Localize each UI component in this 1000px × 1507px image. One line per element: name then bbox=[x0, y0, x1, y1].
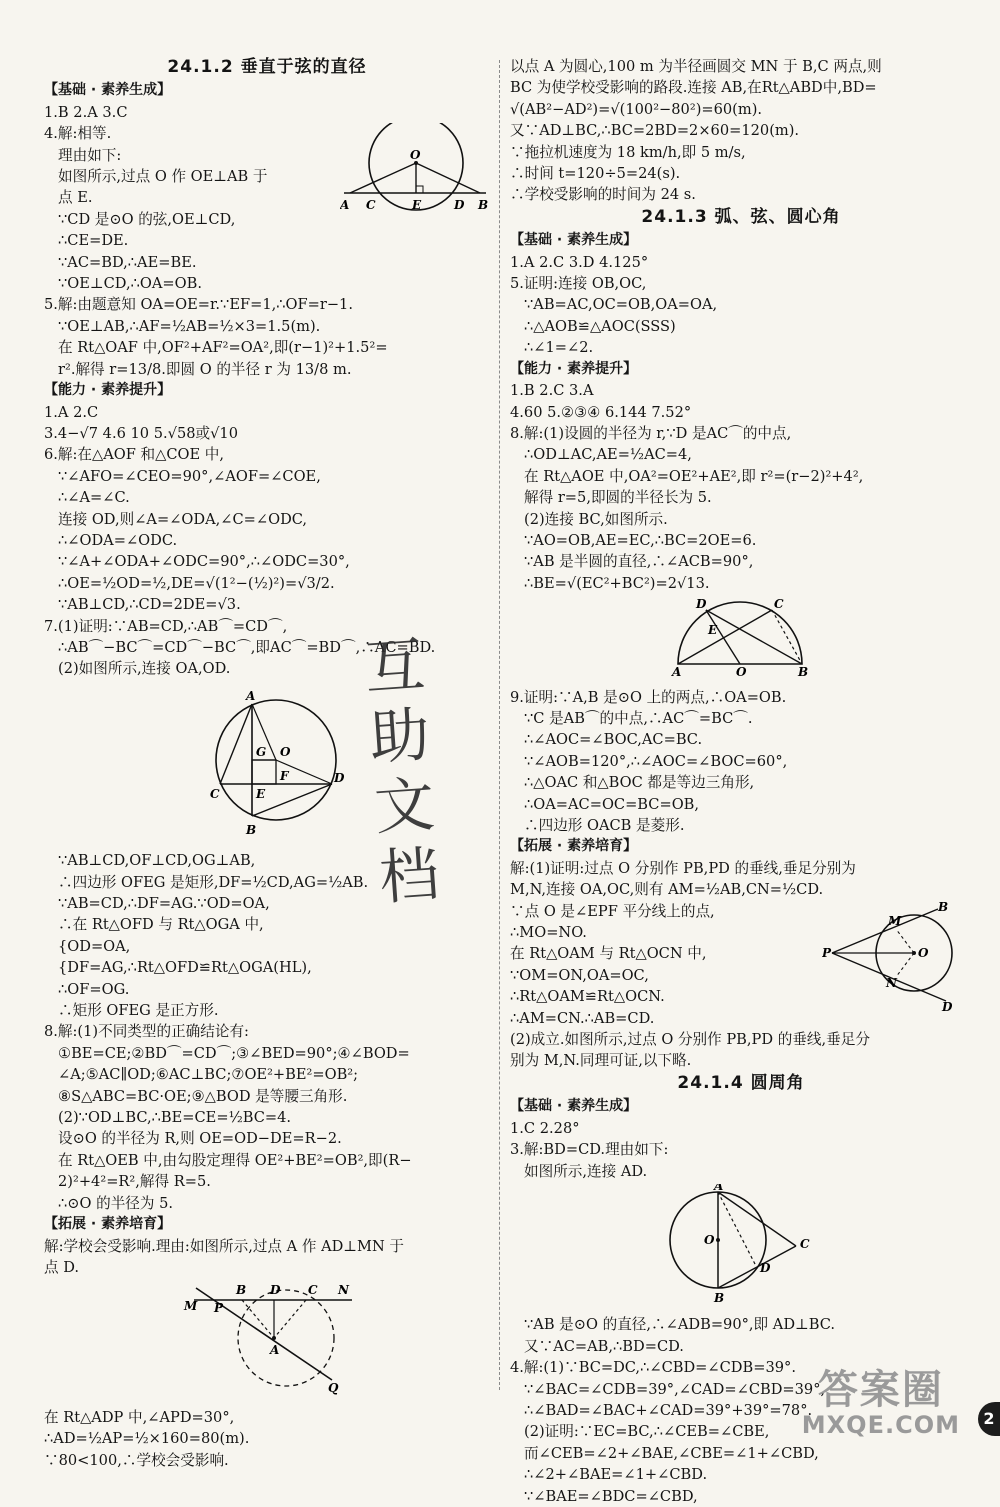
answer-line bbox=[510, 294, 972, 315]
answer-line bbox=[510, 466, 972, 487]
line-text: ∴BE=√(EC²+BC²)=2√13. bbox=[524, 574, 710, 592]
answer-line bbox=[44, 230, 490, 251]
answer-line bbox=[510, 729, 972, 750]
right-column bbox=[510, 56, 972, 1507]
answer-line bbox=[510, 184, 972, 205]
svg-text:P: P bbox=[822, 945, 832, 960]
answer-line bbox=[510, 530, 972, 551]
line-text: ∴四边形 OACB 是菱形. bbox=[524, 817, 685, 834]
geometry-figure bbox=[510, 1184, 972, 1312]
line-text: 如图所示,过点 O 作 OE⊥AB 于 bbox=[58, 168, 268, 186]
answer-line bbox=[510, 1336, 972, 1357]
answer-line bbox=[44, 1450, 490, 1471]
line-text: 又∵AD⊥BC,∴BC=2BD=2×60=120(m). bbox=[510, 122, 800, 140]
subsection-header bbox=[510, 359, 972, 380]
svg-text:E: E bbox=[708, 623, 718, 638]
line-text: ∴MO=NO. bbox=[510, 924, 587, 942]
line-text: 别为 M,N.同理可证,以下略. bbox=[510, 1052, 692, 1070]
svg-text:B: B bbox=[938, 900, 949, 914]
line-text: 6.解:在△AOF 和△COE 中, bbox=[44, 446, 224, 464]
line-text: 在 Rt△AOE 中,OA²=OE²+AE²,即 r²=(r−2)²+4², bbox=[524, 467, 864, 485]
line-text: 24.1.2 垂直于弦的直径 bbox=[167, 57, 367, 77]
answer-line bbox=[510, 380, 972, 401]
line-text: ∵OM=ON,OA=OC, bbox=[510, 966, 649, 984]
svg-text:B: B bbox=[478, 198, 489, 213]
svg-text:A: A bbox=[672, 665, 682, 679]
line-text: ∵∠A+∠ODA+∠ODC=90°,∴∠ODC=30°, bbox=[58, 553, 350, 571]
line-text: ∵80<100,∴学校会受影响. bbox=[44, 1451, 229, 1469]
line-text: ∵∠AFO=∠CEO=90°,∠AOF=∠COE, bbox=[58, 467, 321, 485]
line-text: M,N,连接 OA,OC,则有 AM=½AB,CN=½CD. bbox=[510, 881, 824, 899]
answer-line bbox=[44, 1000, 490, 1021]
line-text: ∴Rt△OAM≌Rt△OCN. bbox=[510, 988, 665, 1006]
answer-line bbox=[510, 273, 972, 294]
svg-text:F: F bbox=[280, 768, 289, 783]
line-text: 连接 OD,则∠A=∠ODA,∠C=∠ODC, bbox=[58, 510, 308, 528]
answer-line bbox=[510, 1050, 972, 1071]
svg-text:D: D bbox=[334, 770, 345, 785]
line-text: 如图所示,连接 AD. bbox=[524, 1162, 648, 1180]
answer-line bbox=[510, 1029, 972, 1050]
line-text: 【能力 · 素养提升】 bbox=[44, 382, 172, 399]
line-text: ∴AM=CN.∴AB=CD. bbox=[510, 1009, 655, 1027]
answer-line bbox=[510, 687, 972, 708]
answer-line bbox=[44, 530, 490, 551]
line-text: 3.4−√7 4.6 10 5.√58或√10 bbox=[44, 424, 238, 442]
svg-text:E: E bbox=[256, 786, 266, 801]
svg-text:D: D bbox=[454, 198, 465, 213]
answer-line bbox=[44, 466, 490, 487]
answer-line bbox=[44, 1128, 490, 1149]
line-text: 2)²+4²=R²,解得 R=5. bbox=[58, 1173, 211, 1191]
line-text: 又∵AC=AB,∴BD=CD. bbox=[524, 1337, 684, 1355]
answer-line bbox=[44, 1064, 490, 1085]
line-text: 解:(1)证明:过点 O 分别作 PB,PD 的垂线,垂足分别为 bbox=[510, 859, 856, 877]
svg-text:B: B bbox=[246, 822, 257, 837]
line-text: 解得 r=5,即圆的半径长为 5. bbox=[524, 489, 712, 507]
line-text: 1.A 2.C bbox=[44, 403, 99, 421]
answer-line bbox=[44, 1043, 490, 1064]
line-text: ∵AB⊥CD,OF⊥CD,OG⊥AB, bbox=[58, 852, 256, 870]
line-text: ∴∠AOC=∠BOC,AC=BC. bbox=[524, 731, 703, 749]
answer-line bbox=[44, 337, 490, 358]
line-text: ∵∠BAE=∠BDC=∠CBD, bbox=[524, 1487, 698, 1505]
answer-line bbox=[44, 936, 490, 957]
svg-text:C: C bbox=[210, 786, 220, 801]
line-text: ∴OD⊥AC,AE=½AC=4, bbox=[524, 446, 692, 464]
answer-line bbox=[510, 794, 972, 815]
section-title bbox=[510, 1073, 972, 1094]
answer-line bbox=[510, 120, 972, 141]
answer-line bbox=[510, 487, 972, 508]
line-text: √(AB²−AD²)=√(100²−80²)=60(m). bbox=[510, 100, 763, 118]
svg-text:P: P bbox=[214, 1301, 224, 1316]
line-text: ∵∠AOB=120°,∴∠AOC=∠BOC=60°, bbox=[524, 752, 788, 770]
answer-line bbox=[510, 879, 972, 900]
line-text: 4.60 5.②③④ 6.144 7.52° bbox=[510, 403, 692, 421]
line-text: 【拓展 · 素养培育】 bbox=[44, 1216, 172, 1233]
svg-text:O: O bbox=[736, 665, 747, 679]
svg-text:C: C bbox=[774, 597, 784, 612]
line-text: ∴在 Rt△OFD 与 Rt△OGA 中, bbox=[58, 916, 264, 934]
answer-line bbox=[44, 316, 490, 337]
answer-line bbox=[44, 359, 490, 380]
line-text: 1.B 2.C 3.A bbox=[510, 382, 594, 400]
line-text: ∵点 O 是∠EPF 平分线上的点, bbox=[510, 902, 715, 920]
line-text: 在 Rt△OEB 中,由勾股定理得 OE²+BE²=OB²,即(R− bbox=[58, 1151, 412, 1169]
line-text: ∴AB⌒−BC⌒=CD⌒−BC⌒,即AC⌒=BD⌒,∴AC=BD. bbox=[58, 638, 436, 656]
svg-text:D: D bbox=[270, 1283, 281, 1298]
answer-line bbox=[44, 402, 490, 423]
column-divider bbox=[499, 60, 500, 1390]
line-text: 在 Rt△OAF 中,OF²+AF²=OA²,即(r−1)²+1.5²= bbox=[58, 339, 388, 357]
geometry-figure bbox=[510, 596, 972, 684]
answer-line bbox=[510, 772, 972, 793]
line-text: ①BE=CE;②BD⌒=CD⌒;③∠BED=90°;④∠BOD= bbox=[58, 1044, 410, 1062]
answer-line bbox=[44, 1428, 490, 1449]
answer-line bbox=[510, 99, 972, 120]
line-text: ∴OA=AC=OC=BC=OB, bbox=[524, 795, 700, 813]
section-title bbox=[510, 207, 972, 228]
line-text: 在 Rt△ADP 中,∠APD=30°, bbox=[44, 1408, 235, 1426]
line-text: 【基础 · 素养生成】 bbox=[44, 82, 172, 99]
line-text: 设⊙O 的半径为 R,则 OE=OD−DE=R−2. bbox=[58, 1130, 342, 1148]
line-text: ∴∠A=∠C. bbox=[58, 489, 130, 507]
line-text: 3.解:BD=CD.理由如下: bbox=[510, 1141, 669, 1159]
line-text: ∵AC=BD,∴AE=BE. bbox=[58, 253, 197, 271]
line-text: ∴⊙O 的半径为 5. bbox=[58, 1194, 174, 1212]
line-text: ∴AD=½AP=½×160=80(m). bbox=[44, 1430, 250, 1448]
answer-line bbox=[510, 573, 972, 594]
line-text: 理由如下: bbox=[58, 146, 122, 164]
line-text: ∴OF=OG. bbox=[58, 980, 130, 998]
line-text: ∴CE=DE. bbox=[58, 232, 129, 250]
line-text: 【能力 · 素养提升】 bbox=[510, 360, 638, 377]
svg-text:A: A bbox=[340, 198, 350, 213]
line-text: ∵CD 是⊙O 的弦,OE⊥CD, bbox=[58, 210, 236, 228]
answer-line bbox=[44, 444, 490, 465]
line-text: 9.证明:∵A,B 是⊙O 上的两点,∴OA=OB. bbox=[510, 688, 787, 706]
answer-line bbox=[510, 142, 972, 163]
handwritten-char: 助 bbox=[367, 699, 432, 774]
svg-text:C: C bbox=[800, 1236, 810, 1251]
svg-text:E: E bbox=[412, 198, 422, 213]
handwritten-char: 互 bbox=[362, 629, 428, 705]
line-text: ∵AB=CD,∴DF=AG.∵OD=OA, bbox=[58, 895, 270, 912]
svg-text:D: D bbox=[760, 1260, 771, 1275]
line-text: 在 Rt△OAM 与 Rt△OCN 中, bbox=[510, 945, 707, 963]
line-text: (2)∵OD⊥BC,∴BE=CE=½BC=4. bbox=[58, 1109, 292, 1127]
answer-line bbox=[44, 1193, 490, 1214]
line-text: BC 为使学校受影响的路段.连接 AB,在Rt△ABD中,BD= bbox=[510, 79, 877, 97]
line-text: 8.解:(1)不同类型的正确结论有: bbox=[44, 1023, 249, 1041]
answer-line bbox=[510, 337, 972, 358]
line-text: ∠A;⑤AC∥OD;⑥AC⊥BC;⑦OE²+BE²=OB²; bbox=[58, 1066, 359, 1084]
answer-line bbox=[44, 979, 490, 1000]
line-text: ∵∠BAC=∠CDB=39°,∠CAD=∠CBD=39°, bbox=[524, 1380, 826, 1398]
line-text: ∵AB=AC,OC=OB,OA=OA, bbox=[524, 296, 718, 314]
watermark-logo bbox=[802, 1368, 960, 1438]
line-text: 5.解:由题意知 OA=OE=r.∵EF=1,∴OF=r−1. bbox=[44, 296, 353, 314]
subsection-header bbox=[44, 1214, 490, 1235]
line-text: 1.C 2.28° bbox=[510, 1119, 580, 1137]
answer-line bbox=[44, 252, 490, 273]
answer-line bbox=[44, 1107, 490, 1128]
answer-line bbox=[44, 423, 490, 444]
svg-text:O: O bbox=[918, 945, 929, 960]
line-text: 【基础 · 素养生成】 bbox=[510, 232, 638, 249]
line-text: ∴△AOB≌△AOC(SSS) bbox=[524, 317, 676, 335]
line-text: 1.B 2.A 3.C bbox=[44, 103, 128, 121]
answer-line bbox=[44, 1257, 490, 1278]
line-text: ∵AB 是半圆的直径,∴∠ACB=90°, bbox=[524, 553, 754, 571]
svg-text:Q: Q bbox=[328, 1381, 339, 1396]
answer-line bbox=[44, 1236, 490, 1257]
handwritten-char: 档 bbox=[377, 839, 442, 914]
svg-text:B: B bbox=[236, 1283, 247, 1298]
line-text: 点 E. bbox=[58, 189, 93, 207]
line-text: 24.1.4 圆周角 bbox=[677, 1072, 805, 1093]
watermark-text: 答案圈 bbox=[817, 1367, 944, 1413]
answer-line bbox=[44, 1150, 490, 1171]
line-text: ∴学校受影响的时间为 24 s. bbox=[510, 186, 696, 204]
svg-text:N: N bbox=[338, 1283, 349, 1298]
answer-line bbox=[510, 163, 972, 184]
geometry-figure bbox=[340, 123, 490, 223]
subsection-header bbox=[510, 230, 972, 251]
line-text: 【基础 · 素养生成】 bbox=[510, 1098, 638, 1115]
svg-text:D: D bbox=[942, 999, 953, 1013]
line-text: 【拓展 · 素养培育】 bbox=[510, 838, 638, 855]
line-text: r².解得 r=13/8.即圆 O 的半径 r 为 13/8 m. bbox=[58, 360, 352, 378]
line-text: ∵拖拉机速度为 18 km/h,即 5 m/s, bbox=[510, 143, 746, 161]
svg-text:O: O bbox=[410, 148, 421, 163]
answer-line bbox=[510, 77, 972, 98]
line-text: ∵AB 是⊙O 的直径,∴∠ADB=90°,即 AD⊥BC. bbox=[524, 1316, 836, 1334]
answer-line bbox=[510, 316, 972, 337]
line-text: (2)连接 BC,如图所示. bbox=[524, 510, 668, 528]
answer-line bbox=[510, 423, 972, 444]
subsection-header bbox=[44, 80, 490, 101]
line-text: ∴∠2+∠BAE=∠1+∠CBD. bbox=[524, 1466, 708, 1484]
line-text: ∴矩形 OFEG 是正方形. bbox=[58, 1002, 219, 1020]
handwritten-char: 文 bbox=[372, 769, 437, 844]
subsection-header bbox=[44, 380, 490, 401]
answer-line bbox=[44, 914, 490, 935]
line-text: ∵AO=OB,AE=EC,∴BC=2OE=6. bbox=[524, 531, 757, 549]
geometry-figure bbox=[44, 1280, 490, 1404]
line-text: 而∠CEB=∠2+∠BAE,∠CBE=∠1+∠CBD, bbox=[524, 1444, 819, 1462]
watermark-url: MXQE.COM bbox=[801, 1411, 960, 1439]
svg-text:A: A bbox=[270, 1343, 280, 1358]
answer-line bbox=[510, 1486, 972, 1507]
svg-text:B: B bbox=[714, 1290, 725, 1305]
geometry-figure bbox=[822, 901, 972, 1013]
line-text: 8.解:(1)设圆的半径为 r,∵D 是AC⌒的中点, bbox=[510, 424, 792, 442]
svg-text:M: M bbox=[888, 913, 902, 928]
svg-text:D: D bbox=[696, 597, 707, 612]
line-text: ∵OE⊥AB,∴AF=½AB=½×3=1.5(m). bbox=[58, 317, 321, 335]
svg-text:C: C bbox=[366, 198, 376, 213]
answer-line bbox=[510, 1464, 972, 1485]
line-text: 以点 A 为圆心,100 m 为半径画圆交 MN 于 B,C 两点,则 bbox=[510, 58, 882, 75]
answer-line bbox=[44, 1021, 490, 1042]
answer-line bbox=[510, 551, 972, 572]
subsection-header bbox=[510, 1096, 972, 1117]
line-text: {DF=AG,∴Rt△OFD≌Rt△OGA(HL), bbox=[58, 959, 312, 977]
line-text: 点 D. bbox=[44, 1258, 80, 1276]
answer-line bbox=[44, 487, 490, 508]
line-text: (2)如图所示,连接 OA,OD. bbox=[58, 660, 231, 678]
svg-text:A: A bbox=[714, 1183, 724, 1193]
svg-text:N: N bbox=[886, 975, 897, 990]
answer-line bbox=[44, 273, 490, 294]
answer-line bbox=[44, 1407, 490, 1428]
answer-line bbox=[510, 1139, 972, 1160]
line-text: 24.1.3 弧、弦、圆心角 bbox=[641, 206, 841, 227]
line-text: (2)证明:∵EC=BC,∴∠CEB=∠CBE, bbox=[524, 1423, 770, 1441]
line-text: ∴∠ODA=∠ODC. bbox=[58, 531, 178, 549]
line-text: 5.证明:连接 OB,OC, bbox=[510, 275, 647, 293]
svg-text:O: O bbox=[704, 1232, 715, 1247]
answer-line bbox=[44, 594, 490, 615]
svg-text:B: B bbox=[798, 665, 809, 679]
answer-line bbox=[510, 252, 972, 273]
answer-line bbox=[510, 708, 972, 729]
line-text: 解:学校会受影响.理由:如图所示,过点 A 作 AD⊥MN 于 bbox=[44, 1237, 404, 1255]
line-text: ∴OE=½OD=½,DE=√(1²−(½)²)=√3/2. bbox=[58, 574, 335, 592]
line-text: 4.解:(1)∵BC=DC,∴∠CBD=∠CDB=39°. bbox=[510, 1359, 796, 1377]
answer-line bbox=[510, 56, 972, 77]
answer-line bbox=[44, 551, 490, 572]
svg-text:O: O bbox=[280, 744, 291, 759]
answer-line bbox=[44, 294, 490, 315]
answer-line bbox=[44, 573, 490, 594]
section-title bbox=[44, 57, 490, 78]
line-text: ∵C 是AB⌒的中点,∴AC⌒=BC⌒. bbox=[524, 709, 753, 727]
answer-line bbox=[44, 509, 490, 530]
answer-line bbox=[44, 102, 490, 123]
line-text: {OD=OA, bbox=[58, 937, 131, 955]
svg-text:M: M bbox=[184, 1299, 198, 1314]
line-text: 7.(1)证明:∵AB=CD,∴AB⌒=CD⌒, bbox=[44, 617, 288, 635]
answer-line bbox=[510, 1443, 972, 1464]
page-number: 2 bbox=[978, 1402, 1000, 1436]
line-text: 1.A 2.C 3.D 4.125° bbox=[510, 253, 649, 271]
line-text: 4.解:相等. bbox=[44, 125, 112, 143]
svg-text:A: A bbox=[246, 688, 256, 703]
answer-line bbox=[510, 1161, 972, 1182]
svg-text:C: C bbox=[308, 1283, 318, 1298]
svg-text:G: G bbox=[256, 744, 267, 759]
handwritten-note bbox=[362, 627, 491, 914]
line-text: ∴∠BAD=∠BAC+∠CAD=39°+39°=78°. bbox=[524, 1401, 813, 1419]
line-text: ∵OE⊥CD,∴OA=OB. bbox=[58, 275, 202, 293]
answer-line bbox=[44, 957, 490, 978]
answer-line bbox=[44, 1171, 490, 1192]
answer-line bbox=[510, 444, 972, 465]
line-text: (2)成立.如图所示,过点 O 分别作 PB,PD 的垂线,垂足分 bbox=[510, 1031, 870, 1049]
answer-line bbox=[510, 402, 972, 423]
answer-line bbox=[44, 1086, 490, 1107]
answer-line bbox=[510, 1314, 972, 1335]
line-text: ∴△OAC 和△BOC 都是等边三角形, bbox=[524, 774, 755, 792]
subsection-header bbox=[510, 836, 972, 857]
answer-line bbox=[510, 858, 972, 879]
answer-line bbox=[510, 751, 972, 772]
answer-line bbox=[510, 815, 972, 836]
line-text: ∴时间 t=120÷5=24(s). bbox=[510, 165, 681, 183]
line-text: ∵AB⊥CD,∴CD=2DE=√3. bbox=[58, 596, 241, 614]
line-text: ⑧S△ABC=BC·OE;⑨△BOD 是等腰三角形. bbox=[58, 1087, 348, 1105]
line-text: ∴∠1=∠2. bbox=[524, 339, 594, 357]
answer-line bbox=[510, 509, 972, 530]
answer-line bbox=[510, 1118, 972, 1139]
line-text: ∴四边形 OFEG 是矩形,DF=½CD,AG=½AB. bbox=[58, 873, 369, 891]
